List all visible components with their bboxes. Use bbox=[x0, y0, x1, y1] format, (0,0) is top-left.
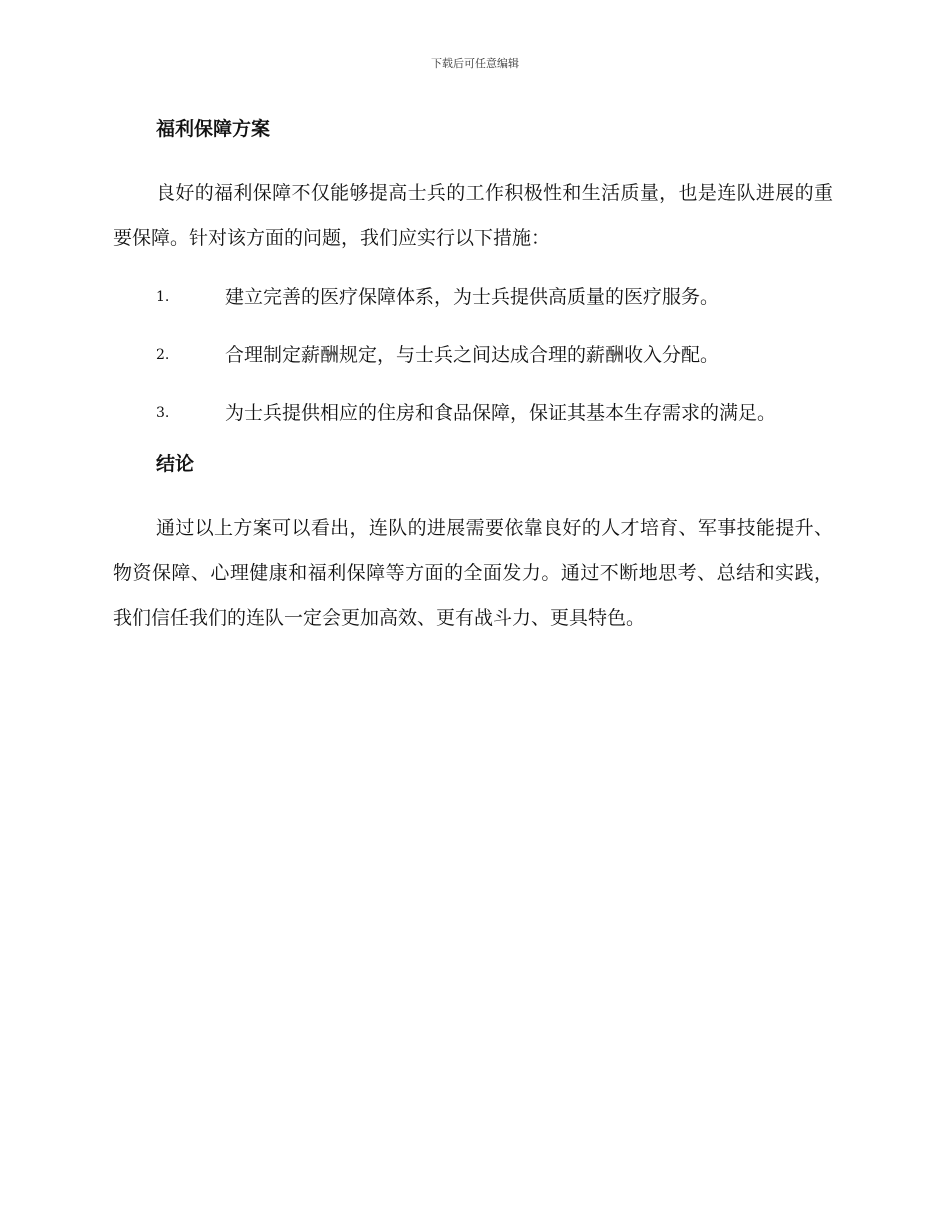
list-item-text: 为士兵提供相应的住房和食品保障，保证其基本生存需求的满足。 bbox=[225, 402, 777, 424]
list-item bbox=[113, 275, 833, 320]
list-item-number: 3. bbox=[156, 405, 170, 421]
list-item-number: 1. bbox=[156, 289, 170, 305]
list-item-number: 2. bbox=[156, 347, 170, 363]
list-item-text: 建立完善的医疗保障体系，为士兵提供高质量的医疗服务。 bbox=[225, 286, 720, 308]
welfare-intro-paragraph: 良好的福利保障不仅能够提高士兵的工作积极性和生活质量，也是连队进展的重要保障。针对该方面的问题，我们应实行以下措施： bbox=[113, 182, 833, 249]
conclusion-paragraph: 通过以上方案可以看出，连队的进展需要依靠良好的人才培育、军事技能提升、物资保障、心理健康和福利保障等方面的全面发力。通过不断地思考、总结和实践，我们信任我们的连队一定会更加高效、更有战斗力、更具特色。 bbox=[113, 517, 833, 629]
document-body bbox=[113, 114, 833, 655]
section-heading-conclusion: 结论 bbox=[156, 453, 195, 475]
section-heading-welfare: 福利保障方案 bbox=[156, 118, 271, 140]
list-item-text: 合理制定薪酬规定，与士兵之间达成合理的薪酬收入分配。 bbox=[225, 344, 720, 366]
list-item bbox=[113, 333, 833, 378]
header-note: 下载后可任意编辑 bbox=[431, 57, 519, 70]
list-item bbox=[113, 391, 833, 436]
